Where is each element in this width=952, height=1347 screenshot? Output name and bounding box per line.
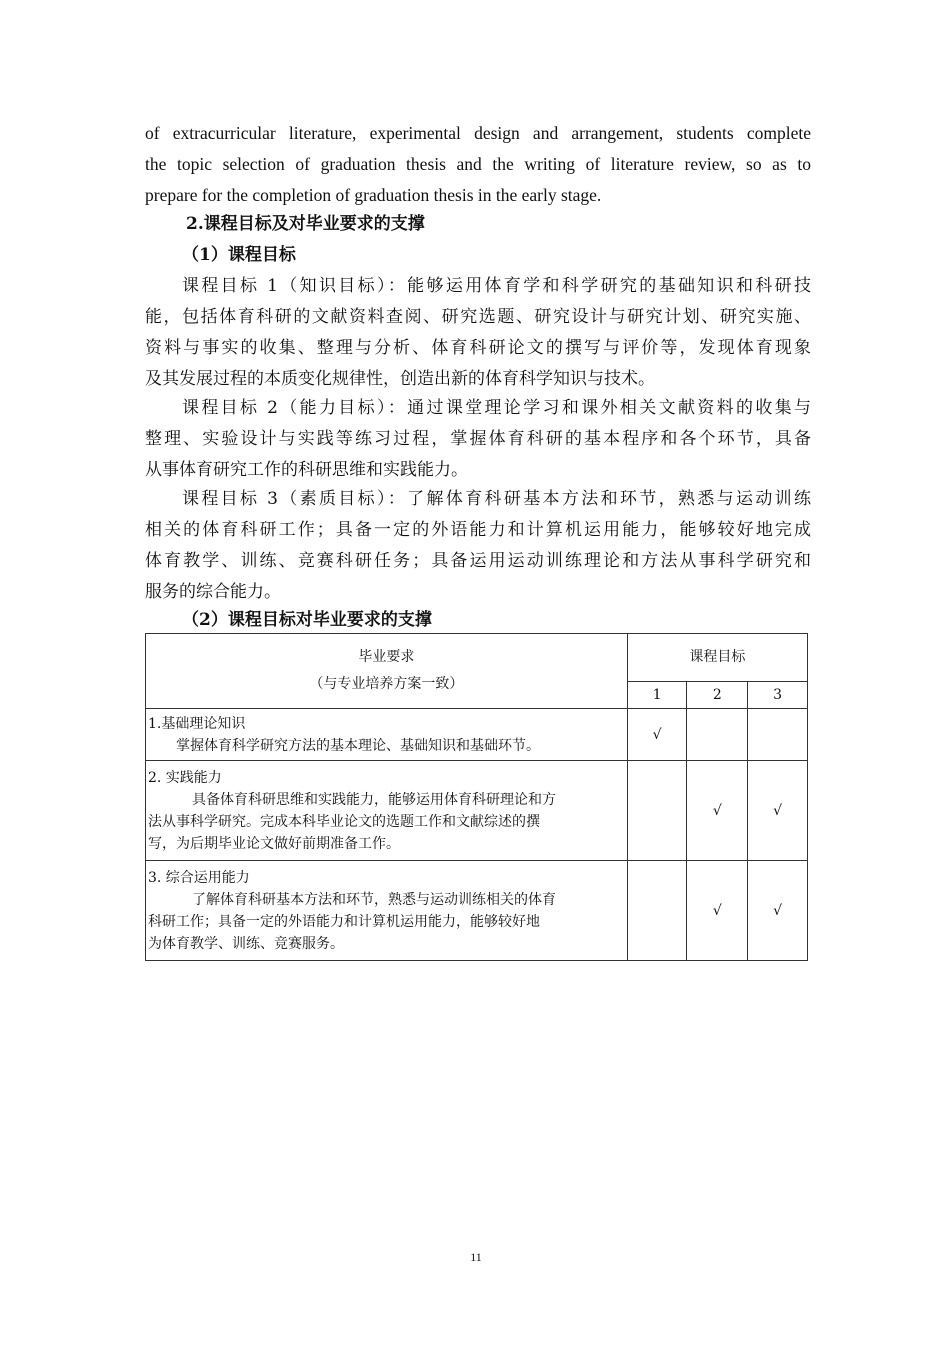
english-paragraph <box>145 118 811 211</box>
header-requirement-label: 毕业要求 <box>358 649 415 665</box>
text-line: 从事体育研究工作的科研思维和实践能力。 <box>145 460 468 480</box>
requirement-desc-line: 科研工作；具备一定的外语能力和计算机运用能力，能够较好地 <box>148 913 540 930</box>
goal-number-cell: 1 <box>627 682 687 709</box>
sub-heading-course-goals: （1）课程目标 <box>182 245 296 265</box>
sub-heading-support: （2）课程目标对毕业要求的支撑 <box>182 610 432 630</box>
text-line: 服务的综合能力。 <box>145 582 281 602</box>
requirement-cell <box>146 861 628 961</box>
requirement-desc-line: 为体育教学、训练、竞赛服务。 <box>148 935 344 952</box>
goal-3-paragraph <box>145 484 811 608</box>
check-mark <box>627 761 687 861</box>
table-row <box>146 761 808 861</box>
requirement-cell <box>146 709 628 761</box>
text-line: prepare for the completion of graduation thesis in the early stage. <box>145 185 602 205</box>
goal-1-paragraph <box>145 271 811 395</box>
check-mark: √ <box>687 861 748 961</box>
text-line: 资料与事实的收集、整理与分析、体育科研论文的撰写与评价等，发现体育现象 <box>145 338 811 358</box>
requirement-title: 3. 综合运用能力 <box>148 869 250 886</box>
header-requirement-cell <box>146 634 628 709</box>
text-line: 及其发展过程的本质变化规律性，创造出新的体育科学知识与技术。 <box>145 369 655 389</box>
table-row <box>146 709 808 761</box>
check-mark <box>687 709 748 761</box>
check-mark: √ <box>687 761 748 861</box>
page-number: 11 <box>470 1250 482 1264</box>
header-requirement-note: （与专业培养方案一致） <box>309 676 464 692</box>
check-mark <box>748 709 808 761</box>
requirements-table <box>145 633 808 961</box>
requirement-desc-line: 掌握体育科学研究方法的基本理论、基础知识和基础环节。 <box>176 737 540 754</box>
text-line: 课程目标 1（知识目标）：能够运用体育学和科学研究的基础知识和科研技 <box>182 276 811 296</box>
requirement-cell <box>146 761 628 861</box>
table-row <box>146 861 808 961</box>
text-line: 能，包括体育科研的文献资料查阅、研究选题、研究设计与研究计划、研究实施、 <box>145 307 811 327</box>
requirement-title: 1.基础理论知识 <box>148 715 246 732</box>
text-line: 课程目标 3（素质目标）：了解体育科研基本方法和环节，熟悉与运动训练 <box>182 489 811 509</box>
check-mark: √ <box>748 761 808 861</box>
text-line: the topic selection of graduation thesis and the writing of literature review, so as to <box>145 154 811 174</box>
requirement-desc-line: 了解体育科研基本方法和环节，熟悉与运动训练相关的体育 <box>192 891 556 908</box>
requirement-desc-line: 具备体育科研思维和实践能力，能够运用体育科研理论和方 <box>192 791 556 808</box>
goal-2-paragraph <box>145 393 811 486</box>
text-line: of extracurricular literature, experimental design and arrangement, students complete <box>145 123 811 143</box>
section-heading: 2.课程目标及对毕业要求的支撑 <box>186 214 425 234</box>
goal-number-cell: 3 <box>748 682 808 709</box>
text-line: 整理、实验设计与实践等练习过程，掌握体育科研的基本程序和各个环节，具备 <box>145 429 811 449</box>
requirement-desc-line: 写，为后期毕业论文做好前期准备工作。 <box>148 835 400 852</box>
text-line: 课程目标 2（能力目标）：通过课堂理论学习和课外相关文献资料的收集与 <box>182 398 811 418</box>
check-mark: √ <box>627 709 687 761</box>
requirement-desc-line: 法从事科学研究。完成本科毕业论文的选题工作和文献综述的撰 <box>148 813 540 830</box>
check-mark <box>627 861 687 961</box>
text-line: 体育教学、训练、竞赛科研任务；具备运用运动训练理论和方法从事科学研究和 <box>145 551 811 571</box>
check-mark: √ <box>748 861 808 961</box>
goal-number-cell: 2 <box>687 682 748 709</box>
requirement-title: 2. 实践能力 <box>148 769 222 786</box>
header-goals-cell: 课程目标 <box>627 634 807 682</box>
text-line: 相关的体育科研工作；具备一定的外语能力和计算机运用能力，能够较好地完成 <box>145 520 811 540</box>
